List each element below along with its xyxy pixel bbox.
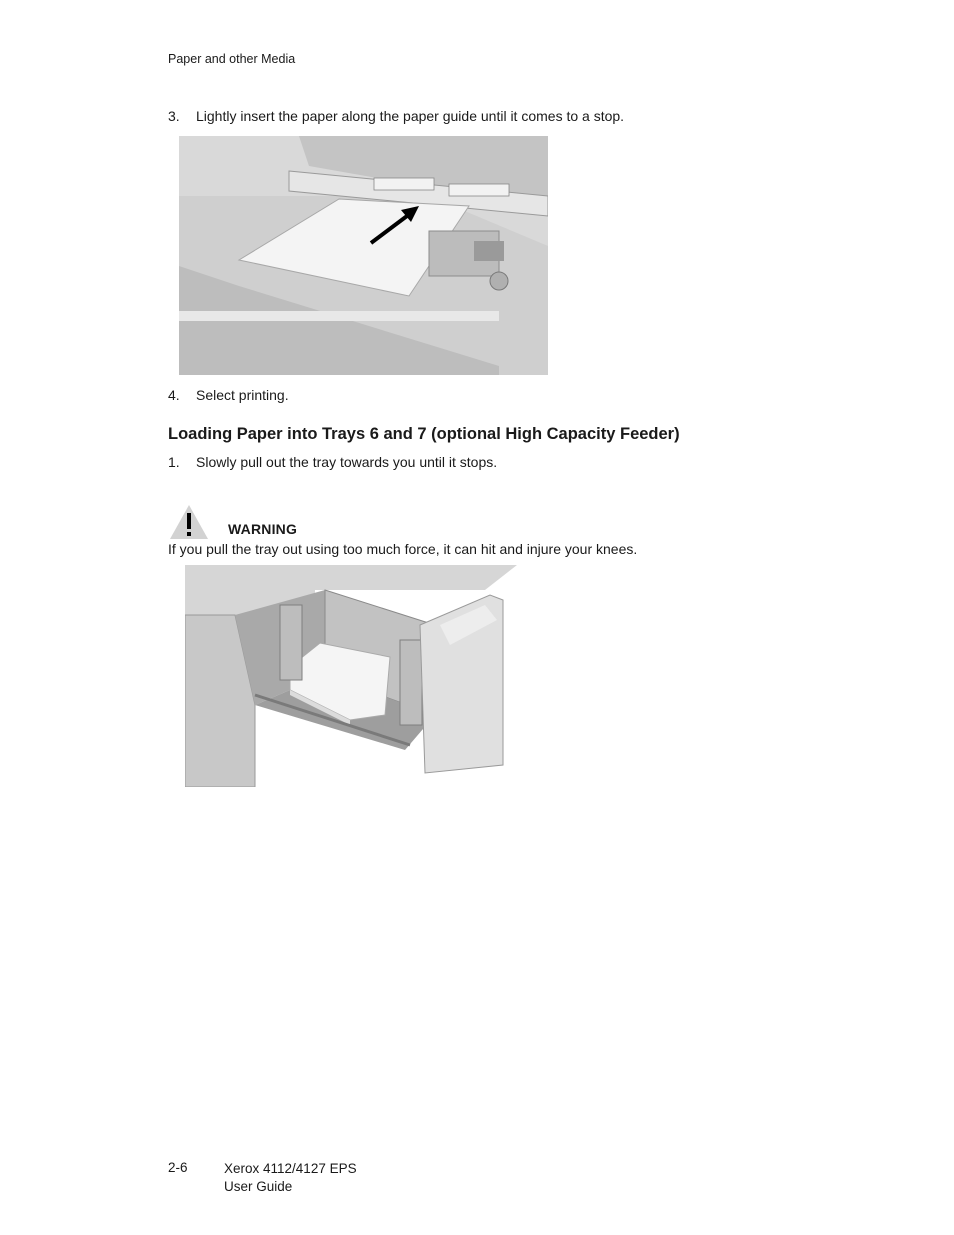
page-number: 2-6 [168, 1160, 188, 1175]
footer-product [224, 1160, 357, 1196]
step-text: Select printing. [196, 387, 289, 403]
product-name: Xerox 4112/4127 EPS [224, 1161, 357, 1176]
warning-triangle-icon [169, 504, 209, 540]
step-number: 4. [168, 387, 180, 403]
warning-label: WARNING [228, 521, 298, 537]
step-4 [168, 387, 289, 403]
warning-text: If you pull the tray out using too much force, it can hit and injure your knees. [168, 541, 638, 557]
step-3 [168, 108, 624, 124]
step-text: Lightly insert the paper along the paper guide until it comes to a stop. [196, 108, 625, 124]
running-header: Paper and other Media [168, 52, 296, 66]
step-number: 1. [168, 454, 180, 470]
paper-insertion-photo [179, 136, 548, 375]
step-1 [168, 454, 497, 470]
section-heading: Loading Paper into Trays 6 and 7 (optional High Capacity Feeder) [168, 425, 680, 443]
document-title: User Guide [224, 1179, 293, 1194]
step-text: Slowly pull out the tray towards you until it stops. [196, 454, 498, 470]
step-number: 3. [168, 108, 180, 124]
feeder-tray-photo [185, 565, 517, 787]
